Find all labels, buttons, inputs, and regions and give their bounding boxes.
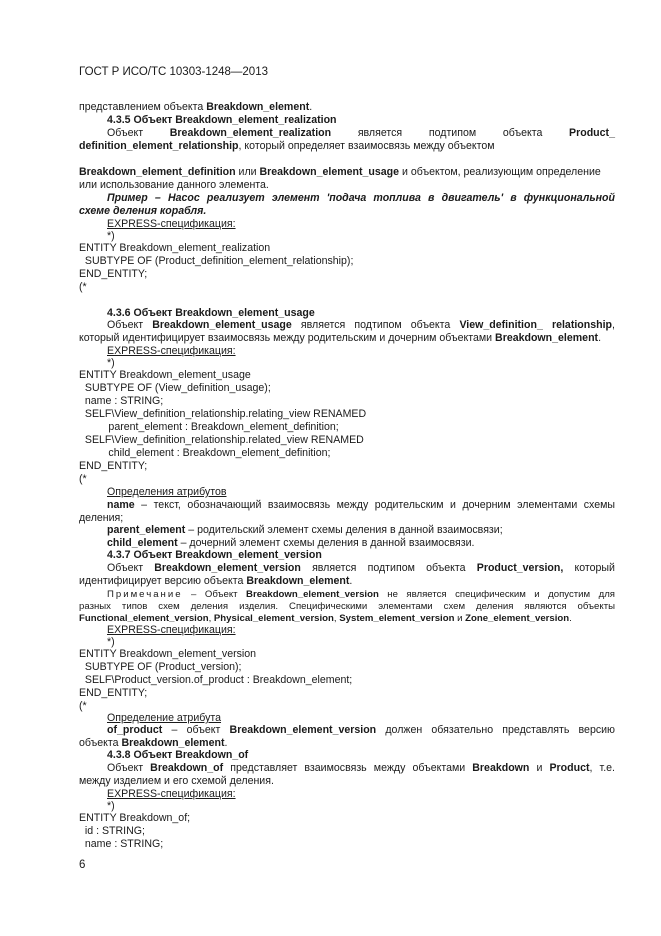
paragraph-4-3-7-line2: идентифицирует версию объекта Breakdown_element. (79, 575, 353, 587)
section-heading-4-3-5: 4.3.5 Объект Breakdown_element_realization (107, 114, 337, 126)
express-label-4-3-8: EXPRESS-спецификация: (107, 788, 236, 800)
continuation-line: представлением объекта Breakdown_element. (79, 101, 313, 113)
code-line: SUBTYPE OF (Product_definition_element_relationship); (79, 255, 354, 267)
code-line: SELF\Product_version.of_product : Breakdown_element; (79, 674, 353, 686)
code-line: ENTITY Breakdown_of; (79, 812, 191, 824)
attribute-name-def-cont: деления; (79, 512, 124, 524)
page-header: ГОСТ Р ИСО/ТС 10303-1248—2013 (79, 66, 268, 78)
code-line: SELF\View_definition_relationship.relating_view RENAMED (79, 408, 367, 420)
code-line: SUBTYPE OF (View_definition_usage); (79, 382, 271, 394)
example-line2: схеме деления корабля. (79, 205, 207, 217)
paragraph-4-3-6-line1: Объект Breakdown_element_usage является подтипом объекта View_definition_ relationship, (107, 319, 615, 331)
attribute-of-product-def: of_product – объект Breakdown_element_version должен обязательно представлять версию (107, 724, 615, 736)
code-line: id : STRING; (79, 825, 145, 837)
code-line: SELF\View_definition_relationship.related_view RENAMED (79, 434, 364, 446)
express-open: *) (107, 800, 115, 812)
paragraph-4-3-5-line3: Breakdown_element_definition или Breakdown_element_usage и объектом, реализующим определение (79, 166, 601, 178)
express-close: (* (79, 700, 87, 712)
code-line: parent_element : Breakdown_element_definition; (79, 421, 339, 433)
code-line: END_ENTITY; (79, 687, 148, 699)
section-heading-4-3-7: 4.3.7 Объект Breakdown_element_version (107, 549, 322, 561)
example-line1: Пример – Насос реализует элемент 'подача топлива в двигатель' в функциональной (107, 192, 615, 204)
express-label-4-3-6: EXPRESS-спецификация: (107, 345, 236, 357)
paragraph-4-3-8-line1: Объект Breakdown_of представляет взаимосвязь между объектами Breakdown и Product, т.е. (107, 762, 616, 774)
code-line: ENTITY Breakdown_element_version (79, 648, 257, 660)
code-line: name : STRING; (79, 838, 164, 850)
paragraph-4-3-7-line1: Объект Breakdown_element_version является подтипом объекта Product_version, который (107, 562, 615, 574)
code-line: SUBTYPE OF (Product_version); (79, 661, 242, 673)
attribute-name-def: name – текст, обозначающий взаимосвязь между родительским и дочерним элементами схемы (107, 499, 615, 511)
express-label-4-3-7: EXPRESS-спецификация: (107, 624, 236, 636)
code-line: child_element : Breakdown_element_definition; (79, 447, 331, 459)
paragraph-4-3-5-line1: Объект Breakdown_element_realization является подтипом объекта Product_ (107, 127, 615, 139)
note-line3: Functional_element_version, Physical_element_version, System_element_version и Zone_element_version. (79, 613, 572, 624)
paragraph-4-3-5-line2: definition_element_relationship, который определяет взаимосвязь между объектом (79, 140, 495, 152)
note-line2: разных типов схем деления изделия. Специфическими элементами схем деления являются объекты (79, 601, 615, 612)
section-heading-4-3-8: 4.3.8 Объект Breakdown_of (107, 749, 249, 761)
express-open: *) (107, 636, 115, 648)
section-heading-4-3-6: 4.3.6 Объект Breakdown_element_usage (107, 307, 315, 319)
code-line: ENTITY Breakdown_element_usage (79, 369, 251, 381)
code-line: ENTITY Breakdown_element_realization (79, 242, 271, 254)
express-close: (* (79, 281, 87, 293)
paragraph-4-3-8-line2: между изделием и его схемой деления. (79, 775, 274, 787)
express-close: (* (79, 473, 87, 485)
attribute-child-def: child_element – дочерний элемент схемы деления в данной взаимосвязи. (107, 537, 475, 549)
note-line1: Примечание – Объект Breakdown_element_version не является специфическим и допустим для (107, 589, 615, 600)
express-open: *) (107, 230, 115, 242)
attribute-definition-label: Определение атрибута (107, 712, 222, 724)
code-line: name : STRING; (79, 395, 164, 407)
attribute-of-product-def-cont: объекта Breakdown_element. (79, 737, 228, 749)
code-line: END_ENTITY; (79, 268, 148, 280)
code-line: END_ENTITY; (79, 460, 148, 472)
attribute-parent-def: parent_element – родительский элемент схемы деления в данной взаимосвязи; (107, 524, 503, 536)
page-number: 6 (79, 859, 86, 871)
express-open: *) (107, 357, 115, 369)
express-label-4-3-5: EXPRESS-спецификация: (107, 218, 236, 230)
paragraph-4-3-5-line4: или использование данного элемента. (79, 179, 269, 191)
attribute-definitions-label: Определения атрибутов (107, 486, 227, 498)
paragraph-4-3-6-line2: который идентифицирует взаимосвязь между родительским и дочерним объектами Breakdown_element. (79, 332, 602, 344)
